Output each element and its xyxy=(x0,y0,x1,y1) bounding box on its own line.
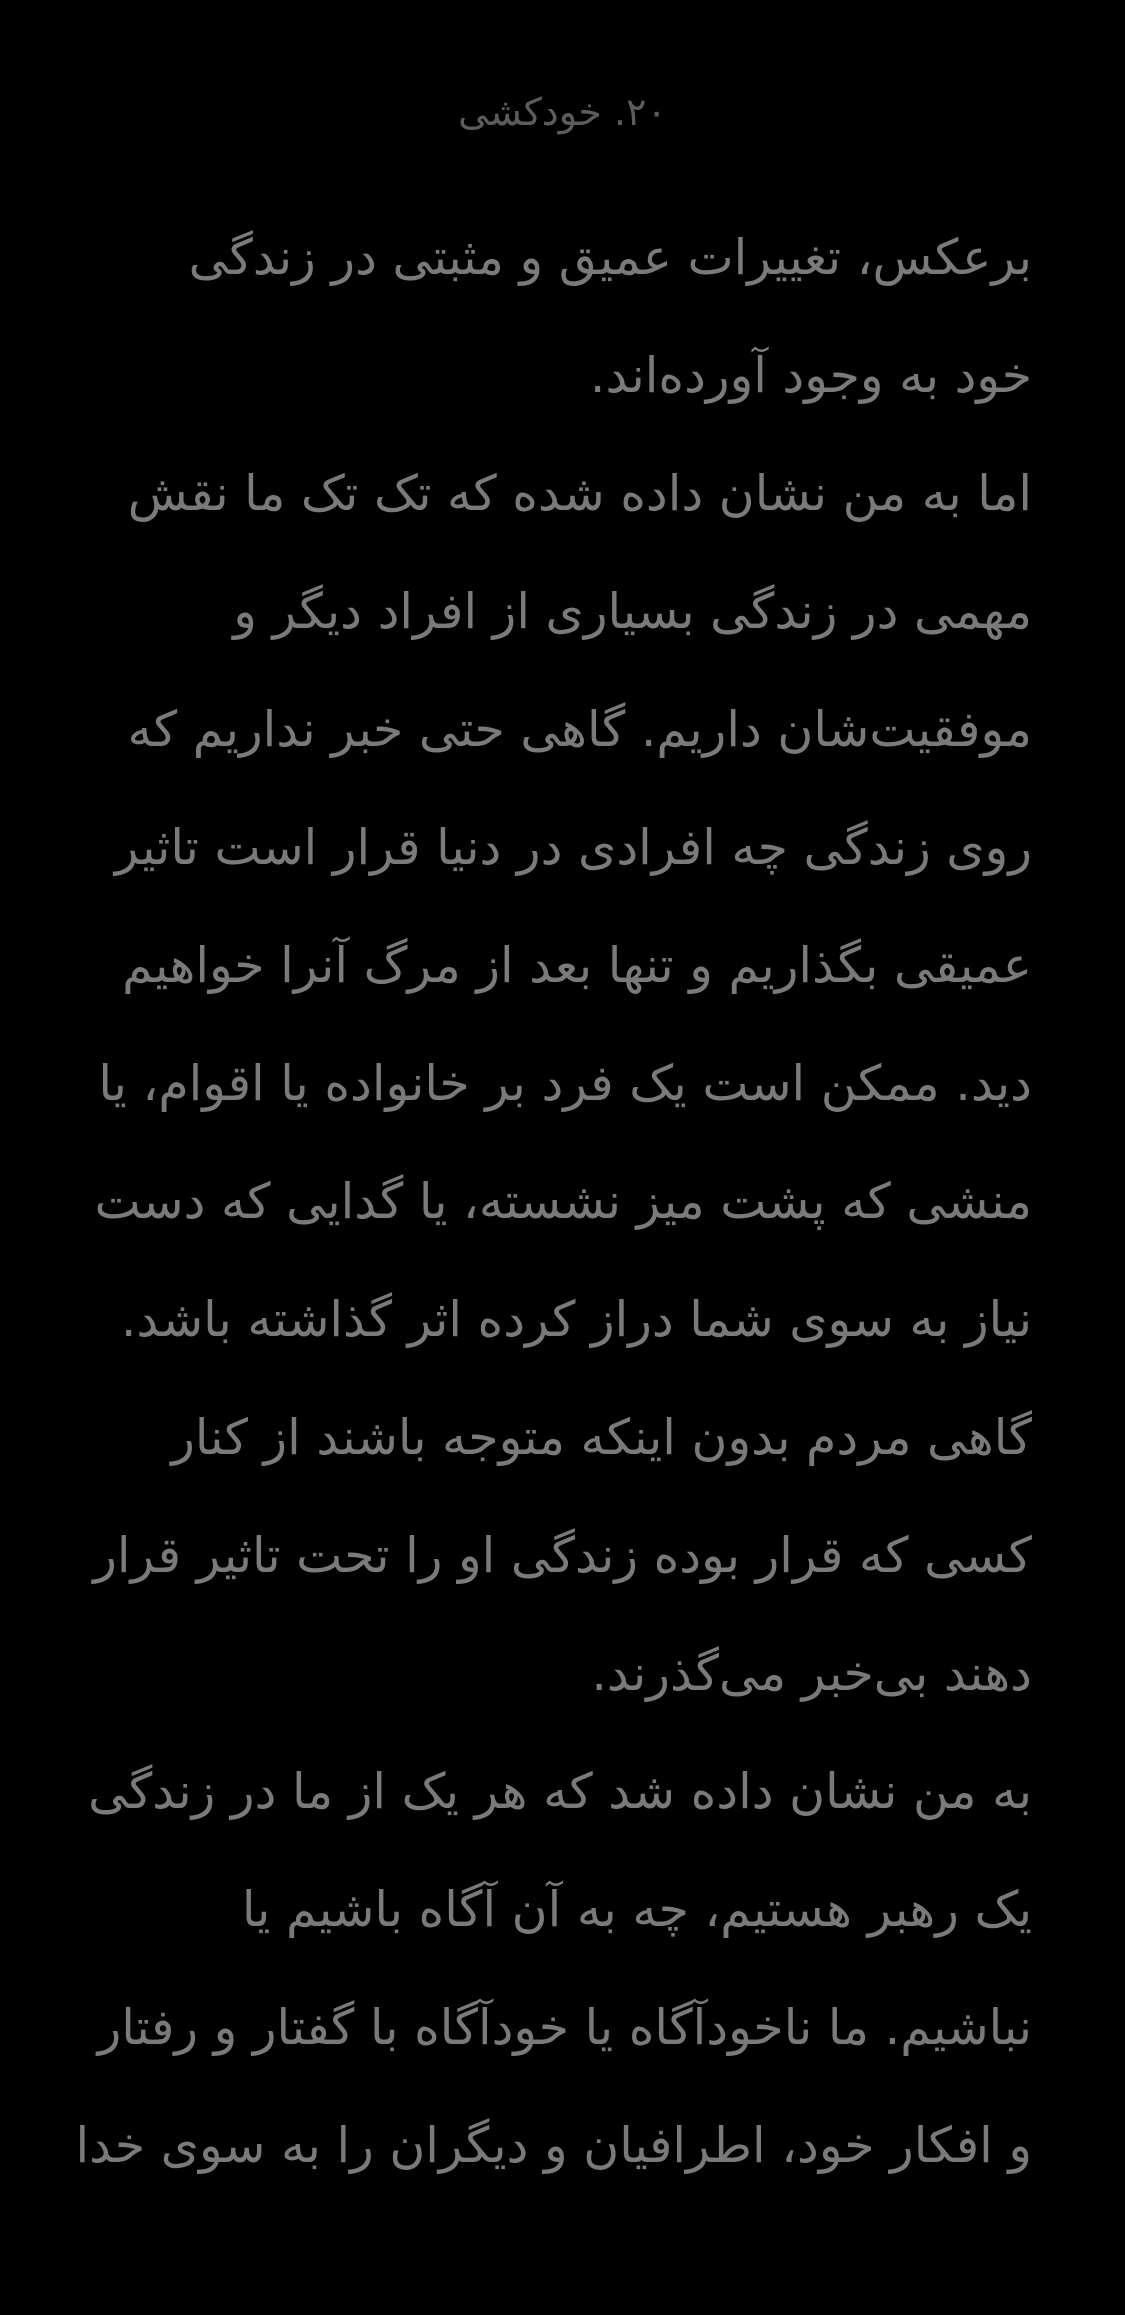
text-line: نباشیم. ما ناخودآگاه یا خودآگاه با گفتار و رفتار xyxy=(97,1999,1032,2056)
text-line: اما به من نشان داده شده که تک تک ما نقش xyxy=(127,465,1032,522)
text-line: روی زندگی چه افرادی در دنیا قرار است تاثیر xyxy=(114,819,1032,876)
text-line: دهند بی‌خبر می‌گذرند. xyxy=(591,1645,1032,1702)
text-line: نیاز به سوی شما دراز کرده اثر گذاشته باشد. xyxy=(120,1291,1032,1348)
page-text xyxy=(75,218,1032,2224)
text-line: گاهی مردم بدون اینکه متوجه باشند از کنار xyxy=(171,1409,1032,1466)
text-line: عمیقی بگذاریم و تنها بعد از مرگ آنرا خواهیم xyxy=(122,937,1032,994)
text-line: به من نشان داده شد که هر یک از ما در زندگی xyxy=(88,1763,1032,1820)
text-line: موفقیت‌شان داریم. گاهی حتی خبر نداریم که xyxy=(127,701,1032,758)
text-line: خود به وجود آورده‌اند. xyxy=(589,347,1032,404)
text-line: برعکس، تغییرات عمیق و مثبتی در زندگی xyxy=(188,229,1032,286)
text-line: و افکار خود، اطرافیان و دیگران را به سوی خدا xyxy=(75,2117,1032,2174)
text-line: کسی که قرار بوده زندگی او را تحت تاثیر قرار xyxy=(93,1527,1032,1584)
text-line: منشی که پشت میز نشسته، یا گدایی که دست xyxy=(94,1173,1032,1230)
text-line: مهمی در زندگی بسیاری از افراد دیگر و xyxy=(233,583,1032,640)
chapter-title: ۲۰. خودکشی xyxy=(458,90,667,134)
text-line: یک رهبر هستیم، چه به آن آگاه باشیم یا xyxy=(241,1881,1032,1938)
text-line: دید. ممکن است یک فرد بر خانواده یا اقوام، یا xyxy=(98,1055,1032,1112)
